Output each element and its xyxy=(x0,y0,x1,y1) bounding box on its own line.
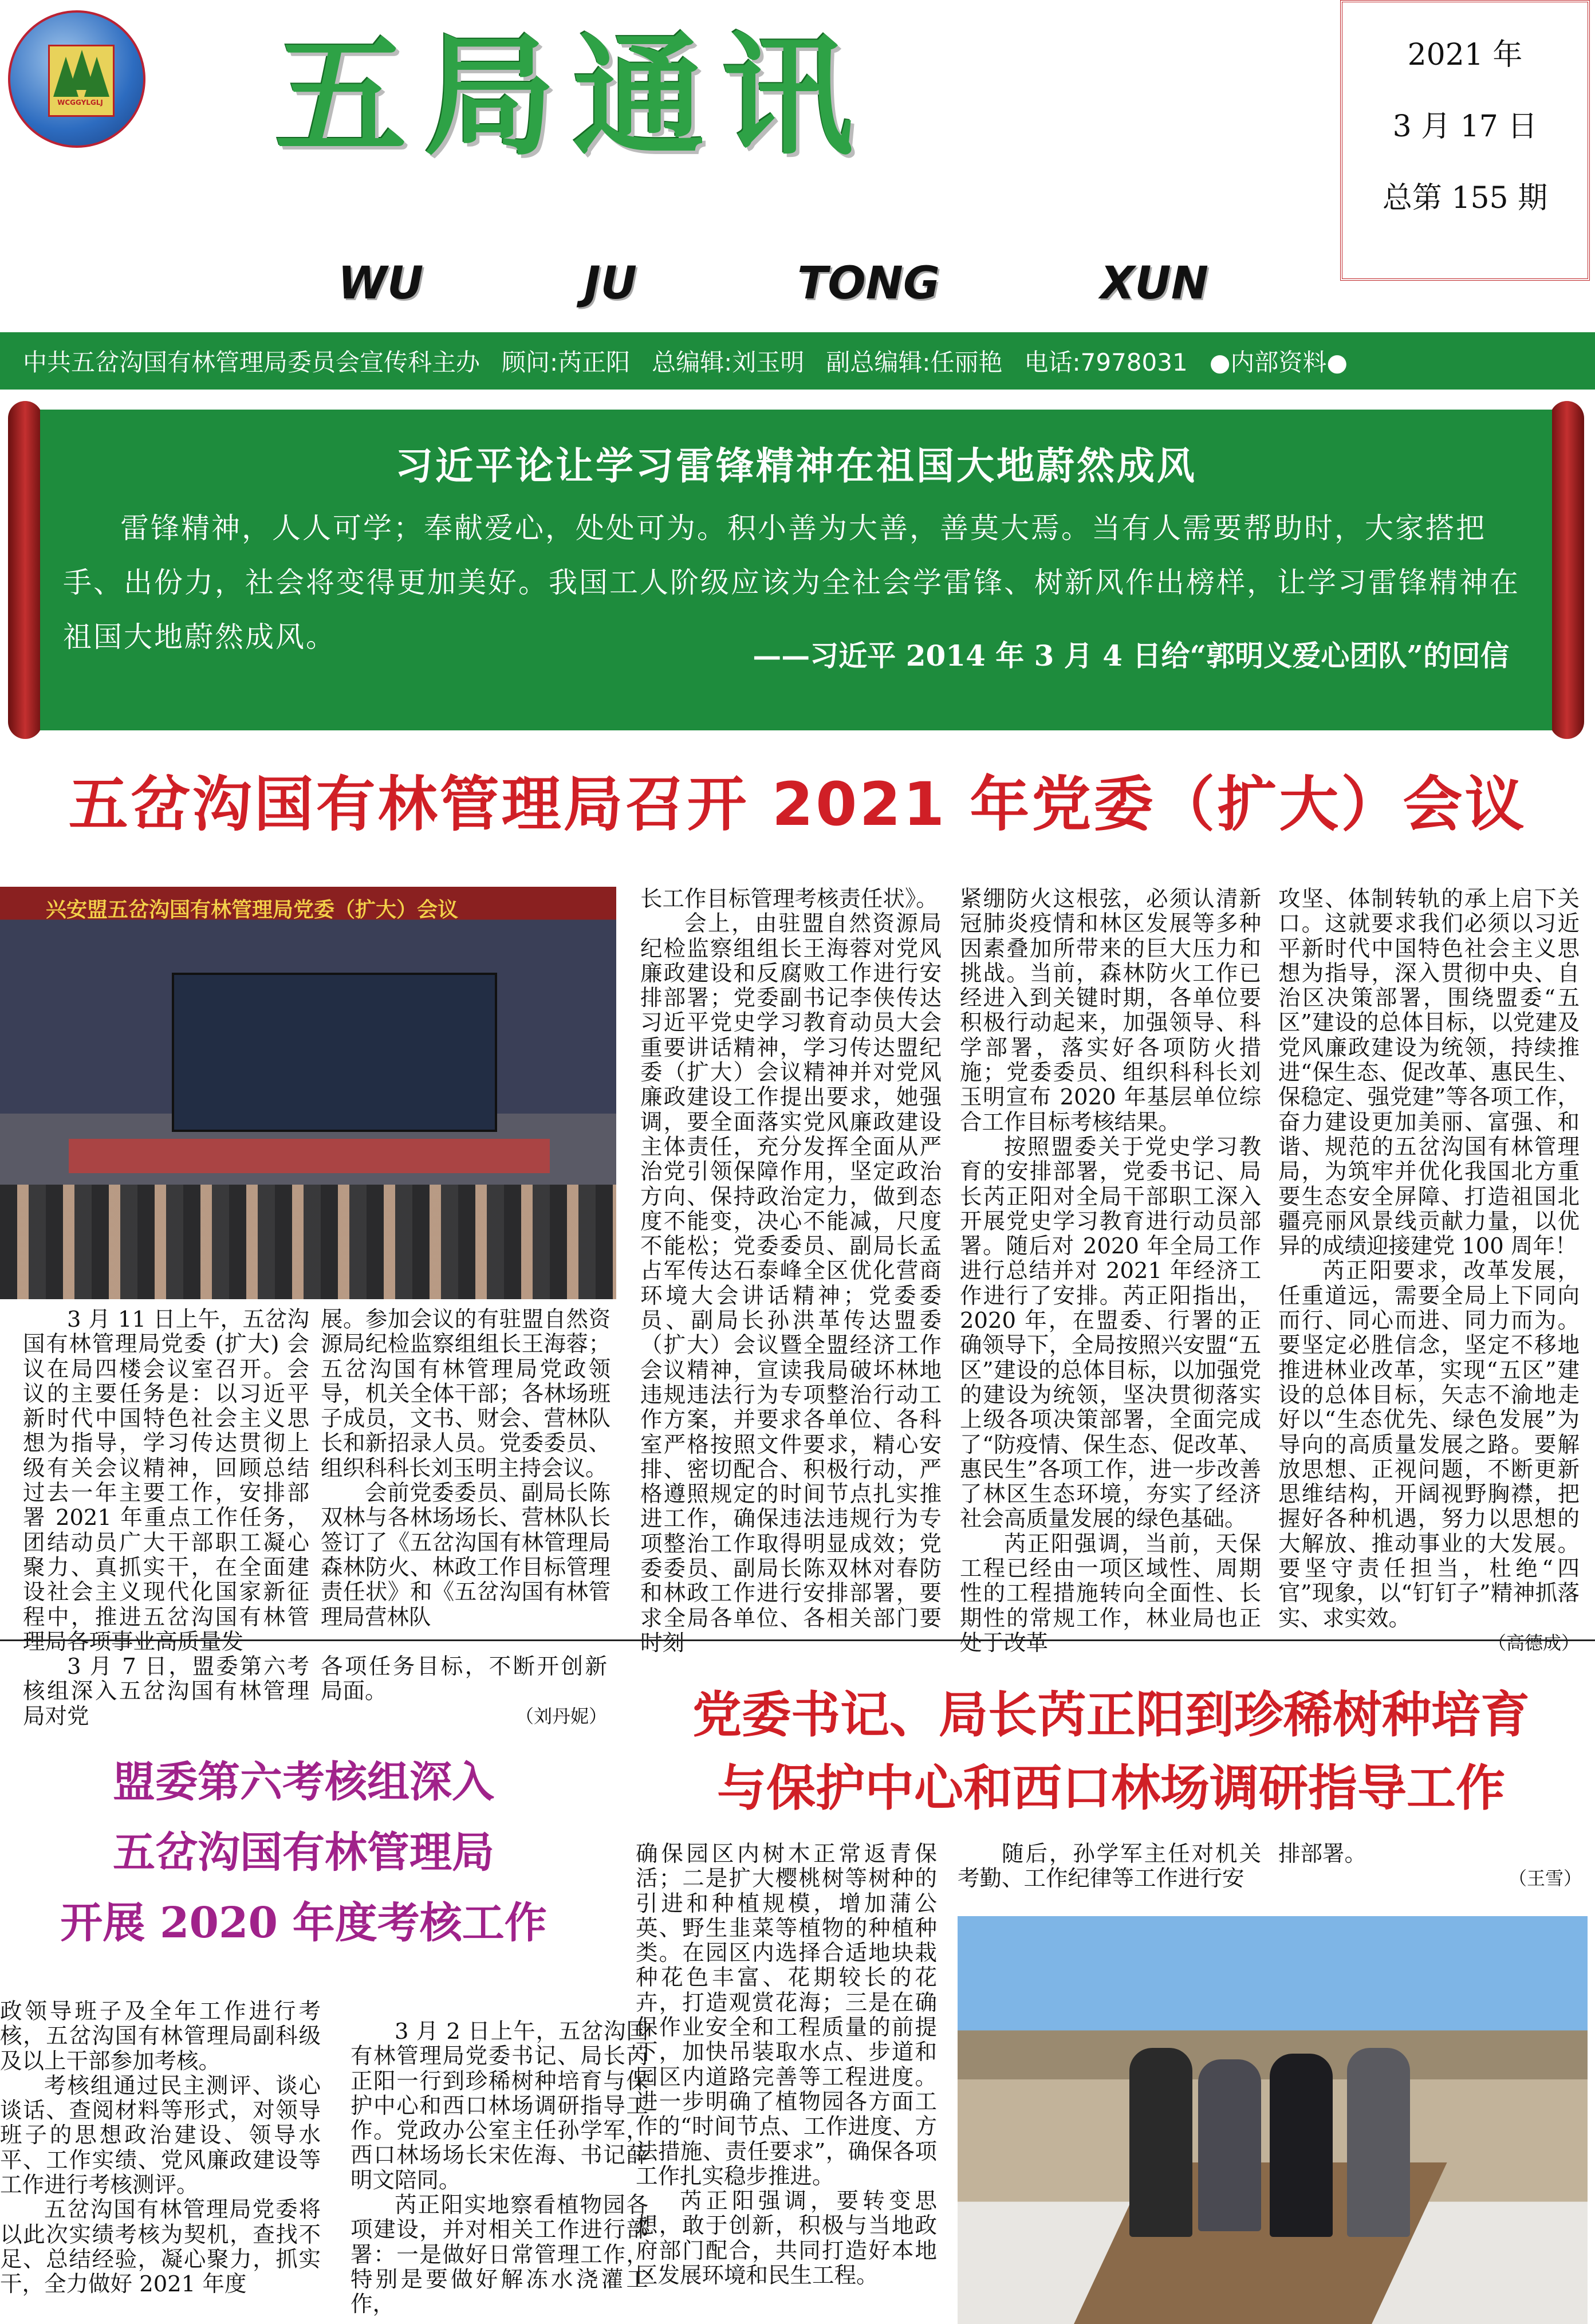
meeting-photo xyxy=(0,887,616,1299)
divider xyxy=(0,1639,1595,1641)
scroll-rod-right xyxy=(1550,401,1584,739)
projection-screen xyxy=(172,973,497,1132)
issue-date-box xyxy=(1340,0,1590,281)
article2-headline: 盟委第六考核组深入 五岔沟国有林管理局 开展 2020 年度考核工作 xyxy=(60,1757,547,1948)
logo xyxy=(8,10,145,148)
pinyin-word: JU xyxy=(584,258,637,309)
scroll-rod-left xyxy=(8,401,42,739)
article2-intro-cont: 各项任务目标，不断开创新局面。 （刘丹妮） xyxy=(321,1654,607,1729)
podium-table xyxy=(69,1139,550,1173)
pinyin-word: TONG xyxy=(797,258,940,309)
chief-editor: 总编辑:刘玉明 xyxy=(652,348,805,376)
article3-headline: 党委书记、局长芮正阳到珍稀树种培育 与保护中心和西口林场调研指导工作 xyxy=(692,1686,1530,1817)
inspection-photo xyxy=(958,1916,1588,2324)
pinyin-word: XUN xyxy=(1100,258,1208,309)
article1-col5: 攻坚、体制转轨的承上启下关口。这就要求我们必须以习近平新时代中国特色社会主义思想为指导，深入贯彻中央、自治区决策部署，围绕盟委“五区”建设的总体目标，以党建及党风廉政建设为统领，持续推进“保生态、促改革、惠民生、保稳定、强党建”等各项工作，奋力建设更加美丽、富强、和谐、规范的五岔沟国有林管理局，为筑牢并优化我国北方重要生态安全屏障、打造祖国北疆亮丽风景线贡献力量，以优异的成绩迎接建党 100 周年！ 芮正阳要求，改革发展，任重道远，需要全局上下同向而行、同心而进、同力而为。要坚定必胜信念，坚定不移地推进林业改革，实现“五区”建设的总体目标，矢志不渝地走好以“生态优先、绿色发展”为导向的高质量发展之路。要解放思想、正视问题，不断更新思维结构，开阔视野胸襟，把握好各种机遇，努力以思想的大解放、推动事业的大发展。要坚守责任担当，杜绝“四官”现象，以“钉钉子”精神抓落实、求实效。 （高德成） xyxy=(1278,887,1580,1655)
person xyxy=(1347,2048,1410,2237)
info-bar xyxy=(0,332,1595,390)
quote-body: 雷锋精神，人人可学；奉献爱心，处处可为。积小善为大善，善莫大焉。当有人需要帮助时，大家搭把手、出份力，社会将变得更加美好。我国工人阶级应该为全社会学雷锋、树新风作出榜样，让学习雷锋精神在祖国大地蔚然成风。 xyxy=(63,512,1520,654)
newspaper-title: 五局通讯 xyxy=(275,21,871,174)
issue-number: 总第 155 期 xyxy=(1382,181,1548,215)
article2-signature: （刘丹妮） xyxy=(515,1705,607,1727)
advisor: 顾问:芮正阳 xyxy=(502,348,631,376)
pinyin-word: WU xyxy=(338,258,424,309)
quote-source: ——习近平 2014 年 3 月 4 日给“郭明义爱心团队”的回信 xyxy=(753,639,1509,673)
internal-label: ●内部资料● xyxy=(1209,348,1348,376)
person xyxy=(1198,2059,1261,2231)
article3-col3: 随后，孙学军主任对机关考勤、工作纪律等工作进行安 xyxy=(958,1841,1261,1892)
publisher: 中共五岔沟国有林管理局委员会宣传科主办 xyxy=(23,348,481,376)
quote-title: 习近平论让学习雷锋精神在祖国大地蔚然成风 xyxy=(395,444,1197,488)
article1-headline: 五岔沟国有林管理局召开 2021 年党委（扩大）会议 xyxy=(68,769,1527,839)
logo-text: WCGGYLGLJ xyxy=(57,99,103,107)
article2-body: 政领导班子及全年工作进行考核，五岔沟国有林管理局副科级及以上干部参加考核。 考核组通过民主测评、谈心谈话、查阅材料等形式，对领导班子的思想政治建设、领导水平、工作实绩、党风廉政建设等工作进行考核测评。 五岔沟国有林管理局党委将以此次实绩考核为契机，查找不足、总结经验，凝心聚力，抓实干，全力做好 2021 年度 xyxy=(0,1999,321,2298)
article1-col2: 展。参加会议的有驻盟自然资源局纪检监察组组长王海蓉；五岔沟国有林管理局党政领导，机关全体干部；各林场班子成员，文书、财会、营林队长和新招录人员。党委委员、组织科科长刘玉明主持会议。 会前党委委员、副局长陈双林与各林场场长、营林队长签订了《五岔沟国有林管理局森林防火、林政工作目标管理责任状》和《五岔沟国有林管理局营林队 xyxy=(321,1307,611,1630)
article3-col2: 确保园区内树木正常返青保活；二是扩大樱桃树等树种的引进和种植规模，增加蒲公英、野生韭菜等植物的种植种类。在园区内选择合适地块栽种花色丰富、花期较长的花卉，打造观赏花海；三是在确保作业安全和工程质量的前提下，加快吊装取水点、步道和园区内道路完善等工程进度。进一步明确了植物园各方面工作的“时间节点、工作进度、方法措施、责任要求”，确保各项工作扎实稳步推进。 芮正阳强调，要转变思想，敢于创新，积极与当地政府部门配合，共同打造好本地区发展环境和民生工程。 xyxy=(636,1841,937,2289)
article3-col4: 排部署。 （王雪） xyxy=(1278,1842,1582,1892)
article3-signature: （王雪） xyxy=(1508,1867,1582,1890)
phone: 电话:7978031 xyxy=(1024,348,1188,376)
issue-year: 2021 年 xyxy=(1407,38,1523,72)
deputy-editor: 副总编辑:任丽艳 xyxy=(826,348,1003,376)
audience xyxy=(0,1185,616,1299)
article1-col1: 3 月 11 日上午，五岔沟国有林管理局党委 (扩大) 会议在局四楼会议室召开。会议的主要任务是：以习近平新时代中国特色社会主义思想为指导，学习传达贯彻上级有关会议精神，回顾总结过去一年主要工作，安排部署 2021 年重点工作任务，团结动员广大干部职工凝心聚力、真抓实干，在全面建设社会主义现代化国家新征程中，推进五岔沟国有林管理局各项事业高质量发 xyxy=(23,1307,309,1655)
issue-day: 3 月 17 日 xyxy=(1392,109,1538,144)
article1-col4: 紧绷防火这根弦，必须认清新冠肺炎疫情和林区发展等多种因素叠加所带来的巨大压力和挑战。当前，森林防火工作已经进入到关键时期，各单位要积极行动起来，加强领导、科学部署，落实好各项防火措施；党委委员、组织科科长刘玉明宣布 2020 年基层单位综合工作目标考核结果。 按照盟委关于党史学习教育的安排部署，党委书记、局长芮正阳对全局干部职工深入开展党史学习教育进行动员部署。随后对 2020 年全局工作进行总结并对 2021 年经济工作进行了安排。芮正阳指出，2020 年，在盟委、行署的正确领导下，全局按照兴安盟“五区”建设的总体目标，以加强党的建设为统领，坚决贯彻落实上级各项决策部署，全面完成了“防疫情、保生态、促改革、惠民生”各项工作，进一步改善了林区生态环境，夯实了经济社会高质量发展的绿色基础。 芮正阳强调，当前，天保工程已经由一项区域性、周期性的工程措施转向全面性、长期性的常规工作，林业局也正处于改革 xyxy=(960,886,1261,1656)
meeting-banner: 兴安盟五岔沟国有林管理局党委（扩大）会议 xyxy=(46,898,459,922)
article3-col1: 3 月 2 日上午，五岔沟国有林管理局党委书记、局长芮正阳一行到珍稀树种培育与保护中心和西口林场调研指导工作。党政办公室主任孙学军，西口林场场长宋佐海、书记薛明文陪同。 芮正阳实地察看植物园各项建设，并对相关工作进行部署：一是做好日常管理工作，特别是要做好解冻水浇灌工作， xyxy=(350,2019,648,2318)
person xyxy=(1129,2048,1192,2237)
person xyxy=(1270,2054,1333,2237)
title-pinyin xyxy=(338,258,1208,309)
article1-signature: （高德成） xyxy=(1487,1631,1580,1654)
article2-intro: 3 月 7 日，盟委第六考核组深入五岔沟国有林管理局对党 xyxy=(23,1654,309,1729)
article1-col3: 长工作目标管理考核责任状》。 会上，由驻盟自然资源局纪检监察组组长王海蓉对党风廉政建设和反腐败工作进行安排部署；党委副书记李侠传达习近平党史学习教育动员大会重要讲话精神，学习传达盟纪委（扩大）会议精神并对党风廉政建设工作提出要求，她强调，要全面落实党风廉政建设主体责任，充分发挥全面从严治党引领保障作用，坚定政治方向、保持政治定力，做到态度不能变，决心不能减，尺度不能松；党委委员、副局长孟占军传达石泰峰全区优化营商环境大会讲话精神；党委委员、副局长孙洪革传达盟委（扩大）会议暨全盟经济工作会议精神，宣读我局破坏林地违规违法行为专项整治行动工作方案，并要求各单位、各科室严格按照文件要求，精心安排、密切配合、积极行动，严格遵照规定的时间节点扎实推进工作，确保违法违规行为专项整治工作取得明显成效；党委委员、副局长陈双林对春防和林政工作进行安排部署，要求全局各单位、各相关部门要时刻 xyxy=(640,886,942,1656)
